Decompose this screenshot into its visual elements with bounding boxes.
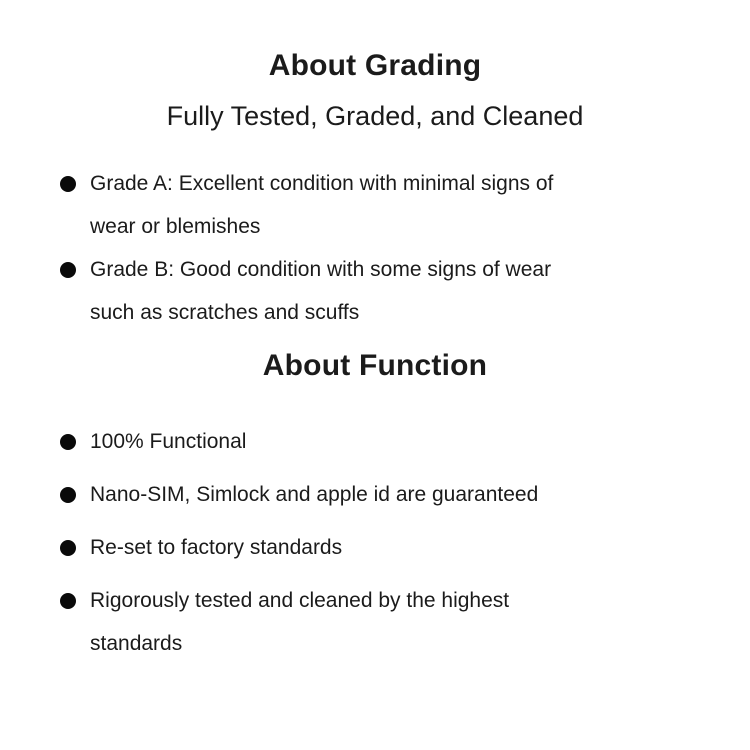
list-item-line: Grade B: Good condition with some signs of wear — [90, 258, 552, 281]
list-item-functional — [60, 420, 710, 463]
list-item-rigorous-testing — [60, 579, 710, 665]
list-item-grade-a — [60, 162, 710, 248]
list-item-line: 100% Functional — [90, 430, 247, 453]
list-item-text — [90, 473, 538, 516]
list-item-line: wear or blemishes — [90, 215, 261, 238]
grading-section-title: About Grading — [268, 49, 482, 82]
bullet-icon — [60, 176, 76, 192]
list-item-line: standards — [90, 632, 183, 655]
list-item-text — [90, 420, 246, 463]
bullet-icon — [60, 262, 76, 278]
list-item-text — [90, 248, 551, 334]
list-item-line: Nano-SIM, Simlock and apple id are guaranteed — [90, 483, 539, 506]
grading-section-subtitle: Fully Tested, Graded, and Cleaned — [166, 101, 584, 131]
list-item-line: Grade A: Excellent condition with minimal signs of — [90, 172, 554, 195]
list-item-grade-b — [60, 248, 710, 334]
bullet-icon — [60, 593, 76, 609]
list-item-text — [90, 579, 509, 665]
bullet-icon — [60, 487, 76, 503]
list-item-text — [90, 162, 553, 248]
list-item-factory-reset — [60, 526, 710, 569]
bullet-icon — [60, 434, 76, 450]
function-section-title: About Function — [262, 349, 488, 382]
bullet-icon — [60, 540, 76, 556]
list-item-sim-guarantee — [60, 473, 710, 516]
list-item-line: such as scratches and scuffs — [90, 301, 360, 324]
list-item-line: Rigorously tested and cleaned by the highest — [90, 589, 510, 612]
list-item-line: Re-set to factory standards — [90, 536, 343, 559]
grading-bullet-list — [0, 162, 750, 334]
function-bullet-list — [0, 420, 750, 665]
list-item-text — [90, 526, 342, 569]
